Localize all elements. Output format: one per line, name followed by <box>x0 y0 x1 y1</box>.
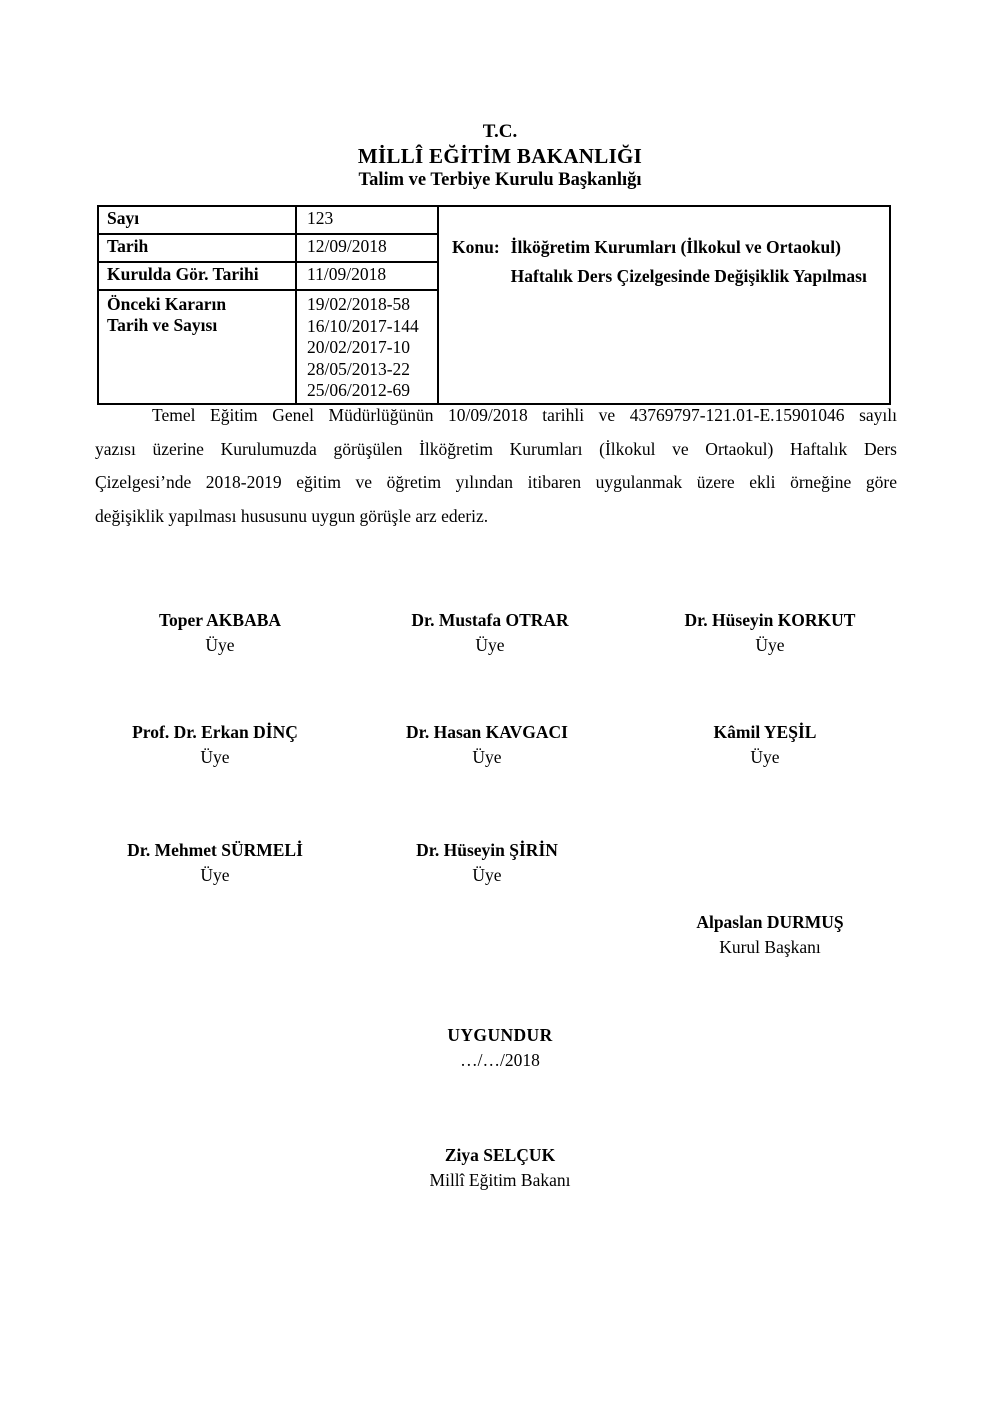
signer-name: Dr. Hüseyin KORKUT <box>684 610 856 630</box>
document-header <box>0 120 1000 192</box>
konu-text: İlköğretim Kurumları (İlkokul ve Ortaokul) Haftalık Ders Çizelgesinde Değişiklik Yapılması <box>510 237 867 286</box>
signer-name: Toper AKBABA <box>158 610 282 630</box>
prev-decision-4: 28/05/2013-22 <box>307 358 411 379</box>
signer-title: Üye <box>475 635 505 655</box>
paragraph-line: Çizelgesi’nde 2018-2019 eğitim ve öğretim yılından itibaren uygulanmak üzere ekli örneğine göre <box>95 472 897 492</box>
row-label-tarih: Tarih <box>98 234 296 262</box>
row-value-kurulda: 11/09/2018 <box>296 262 438 290</box>
signature-block-akbaba <box>85 608 355 658</box>
paragraph-line: Temel Eğitim Genel Müdürlüğünün 10/09/2018 tarihli ve 43769797-121.01-E.15901046 sayılı <box>152 405 897 425</box>
board-title: Talim ve Terbiye Kurulu Başkanlığı <box>358 170 642 190</box>
president-name: Alpaslan DURMUŞ <box>696 912 844 932</box>
row-value-tarih: 12/09/2018 <box>296 234 438 262</box>
signer-title: Üye <box>200 747 230 767</box>
table-row-sayi <box>98 206 890 234</box>
row-label-onceki <box>98 290 296 404</box>
signature-block-sirin <box>352 838 622 888</box>
signer-name: Dr. Mehmet SÜRMELİ <box>127 840 303 860</box>
row-value-onceki <box>296 290 438 404</box>
konu-label: Konu: <box>452 237 500 257</box>
signature-block-korkut <box>635 608 905 658</box>
signature-block-kavgaci <box>352 720 622 770</box>
prev-decision-2: 16/10/2017-144 <box>307 315 419 336</box>
signature-block-dinc <box>80 720 350 770</box>
signature-block-surmeli <box>80 838 350 888</box>
ministry-title: MİLLÎ EĞİTİM BAKANLIĞI <box>357 144 643 168</box>
minister-name: Ziya SELÇUK <box>444 1145 556 1165</box>
signer-title: Üye <box>200 865 230 885</box>
signer-name: Kâmil YEŞİL <box>713 722 817 742</box>
signature-block-otrar <box>355 608 625 658</box>
minister-block <box>365 1143 635 1193</box>
prev-decision-3: 20/02/2017-10 <box>307 337 411 357</box>
konu-cell <box>438 206 890 404</box>
prev-decision-5: 25/06/2012-69 <box>307 380 411 400</box>
row-value-sayi: 123 <box>296 206 438 234</box>
republic-title: T.C. <box>482 121 518 142</box>
minister-title: Millî Eğitim Bakanı <box>429 1170 571 1190</box>
signer-name: Prof. Dr. Erkan DİNÇ <box>132 722 298 742</box>
signer-title: Üye <box>755 635 785 655</box>
approval-date: …/…/2018 <box>460 1050 540 1070</box>
president-title: Kurul Başkanı <box>719 937 821 957</box>
row-label-sayi: Sayı <box>98 206 296 234</box>
signature-block-president <box>635 910 905 960</box>
signer-title: Üye <box>472 747 502 767</box>
signature-block-yesil <box>630 720 900 770</box>
signer-name: Dr. Hasan KAVGACI <box>406 722 568 742</box>
prev-decision-1: 19/02/2018-58 <box>307 294 411 314</box>
signer-title: Üye <box>472 865 502 885</box>
approval-block <box>365 1023 635 1073</box>
signer-title: Üye <box>205 635 235 655</box>
signer-name: Dr. Mustafa OTRAR <box>411 610 569 630</box>
row-label-onceki-text: Önceki Kararın Tarih ve Sayısı <box>107 294 227 335</box>
signer-name: Dr. Hüseyin ŞİRİN <box>416 840 558 860</box>
paragraph-line: değişiklik yapılması hususunu uygun görüşle arz ederiz. <box>95 505 489 526</box>
paragraph-line: yazısı üzerine Kurulumuzda görüşülen İlköğretim Kurumları (İlkokul ve Ortaokul) Haftalık Ders <box>95 438 897 459</box>
signer-title: Üye <box>750 747 780 767</box>
body-paragraph <box>95 399 897 533</box>
row-label-kurulda: Kurulda Gör. Tarihi <box>98 262 296 290</box>
approval-title: UYGUNDUR <box>447 1025 553 1045</box>
info-table <box>97 205 891 405</box>
